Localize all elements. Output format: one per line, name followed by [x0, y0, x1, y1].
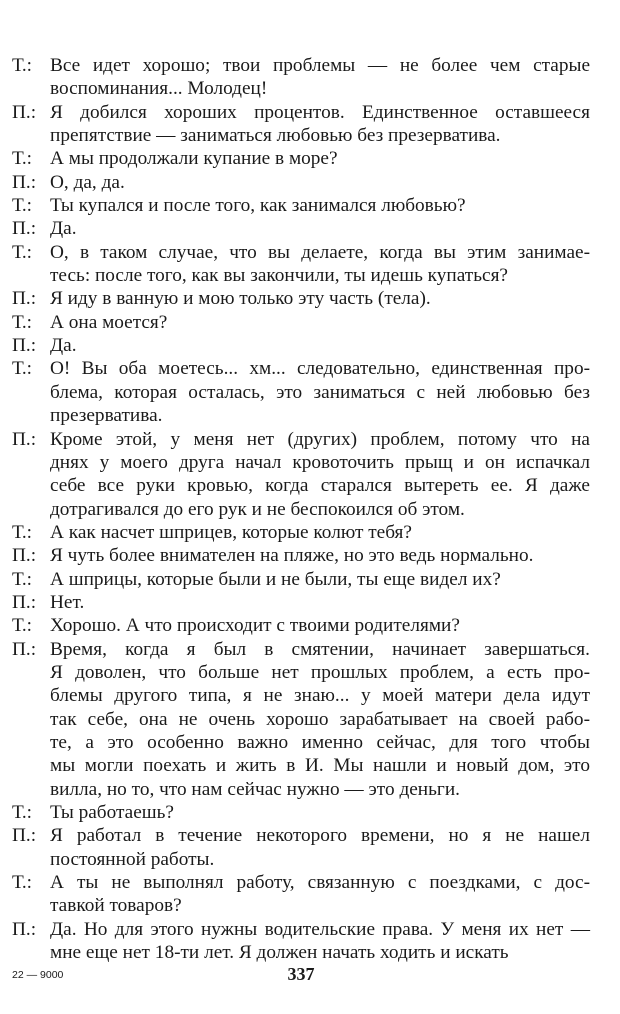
utterance-text [50, 287, 590, 310]
text-line: препятствие — заниматься любовью без презерватива. [50, 125, 501, 147]
utterance-text [50, 357, 590, 427]
utterance-text [50, 614, 590, 637]
speaker-label: П.: [12, 638, 37, 660]
speaker-label: Т.: [12, 311, 33, 333]
speaker-label: П.: [12, 335, 37, 357]
dialogue-turn [12, 171, 590, 194]
dialogue-turn [12, 801, 590, 824]
utterance-text [50, 871, 590, 918]
text-line: себе все руки кровью, когда старался вытереть ее. Я даже [50, 475, 590, 497]
text-line: вилла, но то, что нам сейчас нужно — это деньги. [50, 778, 460, 800]
text-line: мне еще нет 18-ти лет. Я должен начать ходить и искать [50, 942, 509, 964]
speaker-label: Т.: [12, 195, 33, 217]
dialogue-turn [12, 217, 590, 240]
text-line: Я доволен, что больше нет прошлых проблем, а есть про- [50, 661, 590, 683]
text-line: А шприцы, которые были и не были, ты еще видел их? [50, 568, 501, 590]
text-line: Я работал в течение некоторого времени, но я не нашел [50, 825, 590, 847]
dialogue-turn [12, 638, 590, 801]
text-line: блемы другого типа, я не знаю... у моей матери дела идут [50, 685, 590, 707]
dialogue-turn [12, 614, 590, 637]
utterance-text [50, 638, 590, 801]
text-line: О! Вы оба моетесь... хм... следовательно, единственная про- [50, 358, 590, 380]
utterance-text [50, 311, 590, 334]
text-line: А мы продолжали купание в море? [50, 148, 338, 170]
text-line: дотрагивался до его рук и не беспокоился об этом. [50, 498, 465, 520]
utterance-text [50, 241, 590, 288]
utterance-text [50, 568, 590, 591]
utterance-text [50, 217, 590, 240]
speaker-label: П.: [12, 825, 37, 847]
text-line: так себе, она не очень хорошо зарабатывает на своей рабо- [50, 708, 590, 730]
utterance-text [50, 54, 590, 101]
speaker-label: Т.: [12, 358, 33, 380]
dialogue-turn [12, 101, 590, 148]
text-line: воспоминания... Молодец! [50, 78, 268, 100]
speaker-label: П.: [12, 288, 37, 310]
speaker-label: П.: [12, 591, 37, 613]
text-line: Время, когда я был в смятении, начинает завершаться. [50, 638, 590, 660]
dialogue-turn [12, 147, 590, 170]
text-line: А ты не выполнял работу, связанную с поездками, с дос- [50, 872, 590, 894]
speaker-label: П.: [12, 545, 37, 567]
text-line: А как насчет шприцев, которые колют тебя? [50, 521, 412, 543]
dialogue-turn [12, 54, 590, 101]
text-line: Все идет хорошо; твои проблемы — не более чем старые [50, 55, 590, 76]
dialogue-turn [12, 428, 590, 521]
utterance-text [50, 591, 590, 614]
speaker-label: П.: [12, 101, 37, 123]
utterance-text [50, 428, 590, 521]
dialogue-turn [12, 591, 590, 614]
dialogue-turn [12, 311, 590, 334]
dialogue-turn [12, 568, 590, 591]
text-line: Да. [50, 218, 77, 240]
dialogue-turn [12, 824, 590, 871]
dialogue-transcript [12, 54, 590, 964]
text-line: блема, которая осталась, это заниматься с ней любовью без [50, 381, 590, 403]
text-line: тесь: после того, как вы закончили, ты идешь купаться? [50, 265, 508, 287]
dialogue-turn [12, 918, 590, 965]
speaker-label: П.: [12, 218, 37, 240]
text-line: Ты купался и после того, как занимался любовью? [50, 195, 466, 217]
text-line: Кроме этой, у меня нет (других) проблем, потому что на [50, 428, 590, 450]
text-line: тавкой товаров? [50, 895, 182, 917]
page-footer [12, 964, 590, 986]
speaker-label: Т.: [12, 148, 33, 170]
text-line: Нет. [50, 591, 85, 613]
text-line: А она моется? [50, 311, 168, 333]
dialogue-turn [12, 357, 590, 427]
text-line: Я иду в ванную и мою только эту часть (тела). [50, 288, 431, 310]
text-line: О, да, да. [50, 171, 125, 193]
speaker-label: Т.: [12, 241, 33, 263]
text-line: днях у моего друга начал кровоточить прыщ и он испачкал [50, 451, 590, 473]
text-line: О, в таком случае, что вы делаете, когда вы этим занимае- [50, 241, 590, 263]
text-line: Ты работаешь? [50, 802, 174, 823]
dialogue-turn [12, 287, 590, 310]
utterance-text [50, 171, 590, 194]
utterance-text [50, 101, 590, 148]
dialogue-turn [12, 544, 590, 567]
text-line: презерватива. [50, 405, 163, 427]
dialogue-turn [12, 194, 590, 217]
speaker-label: Т.: [12, 568, 33, 590]
speaker-label: П.: [12, 171, 37, 193]
dialogue-turn [12, 334, 590, 357]
text-line: те, а это особенно важно именно сейчас, для того чтобы [50, 731, 590, 753]
speaker-label: Т.: [12, 615, 33, 637]
text-line: Хорошо. А что происходит с твоими родителями? [50, 615, 460, 637]
speaker-label: Т.: [12, 872, 33, 894]
utterance-text [50, 194, 590, 217]
text-line: Да. [50, 335, 77, 357]
utterance-text [50, 521, 590, 544]
text-line: постоянной работы. [50, 848, 215, 870]
speaker-label: Т.: [12, 55, 33, 76]
utterance-text [50, 824, 590, 871]
text-line: Да. Но для этого нужны водительские права. У меня их нет — [50, 918, 590, 940]
page-number: 337 [287, 964, 315, 984]
dialogue-turn [12, 521, 590, 544]
text-line: Я добился хороших процентов. Единственное оставшееся [50, 101, 590, 123]
utterance-text [50, 544, 590, 567]
dialogue-turn [12, 871, 590, 918]
text-line: Я чуть более внимателен на пляже, но это ведь нормально. [50, 545, 534, 567]
dialogue-turn [12, 241, 590, 288]
printer-signature: 22 — 9000 [12, 969, 64, 981]
utterance-text [50, 334, 590, 357]
utterance-text [50, 147, 590, 170]
speaker-label: Т.: [12, 521, 33, 543]
speaker-label: П.: [12, 918, 37, 940]
utterance-text [50, 918, 590, 965]
speaker-label: Т.: [12, 802, 33, 823]
speaker-label: П.: [12, 428, 37, 450]
utterance-text [50, 801, 590, 824]
text-line: мы могли поехать и жить в И. Мы нашли и новый дом, это [50, 755, 590, 777]
